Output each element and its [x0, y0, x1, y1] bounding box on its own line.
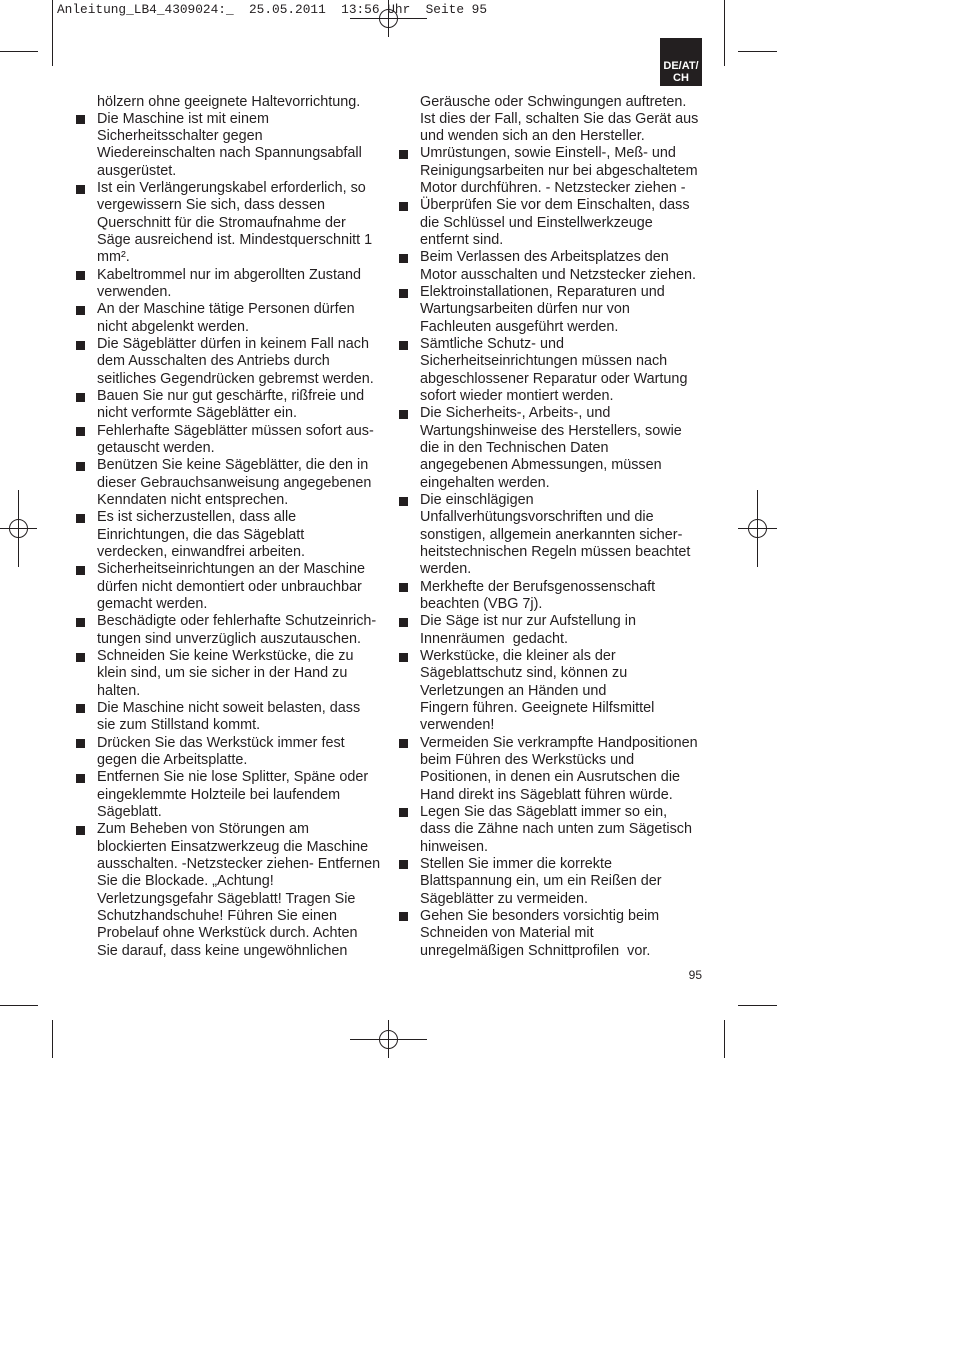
bullet-square-icon: [399, 653, 408, 662]
instruction-item: [75, 700, 395, 735]
instruction-item-continued: [75, 94, 395, 111]
text-line: werden.: [420, 561, 472, 578]
text-line: Geräusche oder Schwingungen auftreten.: [420, 93, 687, 110]
text-line: verwenden.: [97, 284, 172, 301]
language-badge-line: CH: [673, 72, 689, 84]
instruction-item: [75, 769, 395, 821]
text-line: Merkhefte der Berufsgenossenschaft: [420, 578, 656, 595]
text-line: abgeschlossener Reparatur oder Wartung: [420, 370, 688, 387]
text-line: und wenden sich an den Hersteller.: [420, 128, 645, 145]
text-line: dass die Zähne nach unten zum Sägetisch: [420, 821, 692, 838]
text-line: Sie die Blockade. „Achtung!: [97, 873, 274, 890]
instruction-item: [398, 856, 718, 908]
instruction-item: [75, 457, 395, 509]
text-line: Sämtliche Schutz- und: [420, 336, 564, 353]
text-line: Innenräumen gedacht.: [420, 630, 569, 647]
bullet-square-icon: [76, 618, 85, 627]
bullet-square-icon: [76, 185, 85, 194]
text-line: Fingern führen. Geeignete Hilfsmittel: [420, 699, 655, 716]
instruction-item: [398, 804, 718, 856]
bullet-square-icon: [76, 427, 85, 436]
text-line: Motor ausschalten und Netzstecker ziehen.: [420, 266, 696, 283]
text-line: Motor durchführen. - Netzstecker ziehen -: [420, 180, 686, 197]
text-line: Sägeblattschutz sind, können zu: [420, 665, 628, 682]
instruction-item: [75, 180, 395, 267]
instruction-item: [398, 613, 718, 648]
text-line: Sägeblätter zu vermeiden.: [420, 890, 588, 907]
bullet-square-icon: [399, 202, 408, 211]
bullet-square-icon: [76, 739, 85, 748]
text-line: Die Sicherheits-, Arbeits-, und: [420, 405, 611, 422]
text-line: Benützen Sie keine Sägeblätter, die den in: [97, 457, 369, 474]
text-line: Wartungshinweise des Herstellers, sowie: [420, 422, 682, 439]
text-line: seitliches Gegendrücken gebremst werden.: [97, 370, 374, 387]
instruction-item: [75, 735, 395, 770]
registration-mark-bottom: [350, 1020, 427, 1058]
bullet-square-icon: [399, 254, 408, 263]
bullet-square-icon: [76, 462, 85, 471]
instruction-item: [398, 249, 718, 284]
text-line: gemacht werden.: [97, 596, 208, 613]
registration-mark-right: [738, 490, 777, 567]
text-line: Die Sägeblätter dürfen in keinem Fall nach: [97, 336, 369, 353]
text-line: Hand direkt ins Sägeblatt führen würde.: [420, 786, 673, 803]
text-line: Elektroinstallationen, Reparaturen und: [420, 284, 665, 301]
text-line: Schneiden Sie keine Werkstücke, die zu: [97, 648, 354, 664]
text-line: Schneiden von Material mit: [420, 925, 594, 942]
instruction-item: [398, 145, 718, 197]
bullet-square-icon: [399, 618, 408, 627]
text-line: Gehen Sie besonders vorsichtig beim: [420, 907, 660, 924]
bullet-square-icon: [76, 826, 85, 835]
text-line: sonstigen, allgemein anerkannten sicher-: [420, 526, 683, 543]
bullet-square-icon: [399, 808, 408, 817]
text-line: Reinigungsarbeiten nur bei abgeschaltetem: [420, 162, 698, 179]
text-line: nicht verformte Sägeblätter ein.: [97, 405, 297, 422]
text-line: getauscht werden.: [97, 440, 215, 457]
bullet-square-icon: [399, 341, 408, 350]
page-number: 95: [688, 968, 702, 982]
crop-mark-top-right: [725, 0, 778, 66]
bullet-square-icon: [399, 739, 408, 748]
instruction-item: [75, 267, 395, 302]
text-line: Sicherheitsschalter gegen: [97, 128, 263, 145]
text-line: Umrüstungen, sowie Einstell-, Meß- und: [420, 145, 676, 162]
text-line: ausgerüstet.: [97, 162, 177, 179]
bullet-square-icon: [76, 271, 85, 280]
crop-mark-top-left: [0, 0, 53, 66]
print-slug: Anleitung_LB4_4309024:_ 25.05.2011 13:56 Uhr Seite 95: [57, 2, 488, 17]
text-line: Kabeltrommel nur im abgerollten Zustand: [97, 266, 361, 283]
text-line: dieser Gebrauchsanweisung angegebenen: [97, 474, 372, 491]
bullet-square-icon: [76, 566, 85, 575]
text-line: Werkstücke, die kleiner als der: [420, 648, 616, 664]
bullet-square-icon: [76, 514, 85, 523]
text-line: verdecken, einwandfrei arbeiten.: [97, 544, 305, 561]
instruction-item: [398, 336, 718, 405]
text-line: Querschnitt für die Stromaufnahme der: [97, 214, 346, 231]
instruction-item: [398, 284, 718, 336]
text-line: Stellen Sie immer die korrekte: [420, 855, 612, 872]
text-line: Drücken Sie das Werkstück immer fest: [97, 734, 345, 751]
text-line: An der Maschine tätige Personen dürfen: [97, 301, 355, 318]
instruction-item: [398, 197, 718, 249]
text-line: verwenden!: [420, 717, 495, 734]
instruction-item: [75, 613, 395, 648]
text-line: Sägeblatt.: [97, 803, 162, 820]
text-line: Unfallverhütungsvorschriften und die: [420, 509, 654, 526]
bullet-square-icon: [76, 115, 85, 124]
text-line: Ist dies der Fall, schalten Sie das Gerät aus: [420, 110, 699, 127]
text-line: Bauen Sie nur gut geschärfte, rißfreie und: [97, 388, 365, 405]
text-line: beachten (VBG 7j).: [420, 596, 543, 613]
bullet-square-icon: [76, 341, 85, 350]
text-line: Die Maschine ist mit einem: [97, 110, 269, 127]
left-column: [75, 94, 395, 960]
instruction-item: [75, 821, 395, 960]
text-line: Zum Beheben von Störungen am: [97, 821, 309, 838]
registration-mark-left: [0, 490, 37, 567]
text-line: angegebenen Abmessungen, müssen: [420, 457, 662, 474]
text-line: Fachleuten ausgeführt werden.: [420, 318, 619, 335]
instruction-item: [398, 405, 718, 492]
text-line: Es ist sicherzustellen, dass alle: [97, 509, 297, 526]
text-line: Probelauf ohne Werkstück durch. Achten: [97, 925, 358, 942]
instruction-item: [75, 301, 395, 336]
text-line: Positionen, in denen ein Ausrutschen die: [420, 769, 681, 786]
bullet-square-icon: [399, 860, 408, 869]
instruction-item: [75, 561, 395, 613]
instruction-item-continued: [398, 94, 718, 146]
text-line: nicht abgelenkt werden.: [97, 318, 250, 335]
text-line: Überprüfen Sie vor dem Einschalten, dass: [420, 197, 690, 214]
text-line: Wartungsarbeiten dürfen nur von: [420, 301, 630, 318]
language-badge-line: DE/AT/: [663, 60, 699, 72]
text-line: Einrichtungen, die das Sägeblatt: [97, 526, 305, 543]
text-line: Die Maschine nicht soweit belasten, dass: [97, 699, 361, 716]
text-line: Verletzungen an Händen und: [420, 682, 607, 699]
text-line: Verletzungsgefahr Sägeblatt! Tragen Sie: [97, 890, 356, 907]
text-line: dürfen nicht demontiert oder unbrauchbar: [97, 578, 362, 595]
instruction-item: [398, 492, 718, 579]
text-line: klein sind, um sie sicher in der Hand zu: [97, 665, 348, 682]
bullet-square-icon: [76, 306, 85, 315]
text-line: halten.: [97, 682, 141, 699]
text-line: Wiedereinschalten nach Spannungsabfall: [97, 145, 362, 162]
bullet-square-icon: [399, 410, 408, 419]
instruction-item: [75, 509, 395, 561]
text-line: tungen sind unverzüglich auszutauschen.: [97, 630, 362, 647]
text-line: mm².: [97, 249, 130, 266]
text-line: beim Führen des Werkstücks und: [420, 751, 635, 768]
text-line: Vermeiden Sie verkrampfte Handpositionen: [420, 734, 698, 751]
text-line: hinweisen.: [420, 838, 488, 855]
bullet-square-icon: [76, 774, 85, 783]
text-line: dem Ausschalten des Antriebs durch: [97, 353, 330, 370]
language-badge: [660, 38, 702, 86]
text-line: ausschalten. -Netzstecker ziehen- Entfernen: [97, 855, 381, 872]
crop-mark-bottom-right: [725, 1006, 778, 1059]
instruction-item: [75, 388, 395, 423]
text-line: die in den Technischen Daten: [420, 440, 609, 457]
text-line: blockierten Einsatzwerkzeug die Maschine: [97, 838, 369, 855]
text-line: hölzern ohne geeignete Haltevorrichtung.: [97, 93, 361, 110]
text-line: sofort wieder montiert werden.: [420, 388, 614, 405]
text-line: Sicherheitseinrichtungen müssen nach: [420, 353, 668, 370]
text-line: eingehalten werden.: [420, 474, 550, 491]
bullet-square-icon: [76, 653, 85, 662]
text-line: Blattspannung ein, um ein Reißen der: [420, 873, 662, 890]
text-line: gegen die Arbeitsplatte.: [97, 751, 248, 768]
text-line: Beschädigte oder fehlerhafte Schutzeinrich-: [97, 613, 377, 630]
text-line: Kenndaten nicht entsprechen.: [97, 492, 289, 509]
instruction-item: [75, 423, 395, 458]
bullet-square-icon: [76, 393, 85, 402]
instruction-item: [398, 648, 718, 735]
text-line: Ist ein Verlängerungskabel erforderlich, so: [97, 180, 366, 197]
text-line: Legen Sie das Sägeblatt immer so ein,: [420, 803, 668, 820]
instruction-item: [75, 648, 395, 700]
text-line: Fehlerhafte Sägeblätter müssen sofort aus-: [97, 422, 374, 439]
instruction-item: [398, 579, 718, 614]
instruction-item: [75, 111, 395, 180]
text-line: Säge ausreichend ist. Mindestquerschnitt 1: [97, 232, 373, 249]
text-line: Entfernen Sie nie lose Splitter, Späne oder: [97, 769, 369, 786]
text-line: die Schlüssel und Einstellwerkzeuge: [420, 214, 653, 231]
bullet-square-icon: [399, 583, 408, 592]
text-line: Beim Verlassen des Arbeitsplatzes den: [420, 249, 669, 266]
bullet-square-icon: [399, 497, 408, 506]
instruction-item: [75, 336, 395, 388]
text-line: sie zum Stillstand kommt.: [97, 717, 261, 734]
text-line: heitstechnischen Regeln müssen beachtet: [420, 544, 691, 561]
text-line: Schutzhandschuhe! Führen Sie einen: [97, 907, 338, 924]
bullet-square-icon: [399, 289, 408, 298]
right-column: [398, 94, 718, 960]
text-line: vergewissern Sie sich, dass dessen: [97, 197, 325, 214]
bullet-square-icon: [399, 912, 408, 921]
instruction-item: [398, 908, 718, 960]
text-line: entfernt sind.: [420, 232, 504, 249]
bullet-square-icon: [76, 704, 85, 713]
text-line: eingeklemmte Holzteile bei laufendem: [97, 786, 341, 803]
bullet-square-icon: [399, 150, 408, 159]
text-line: Die Säge ist nur zur Aufstellung in: [420, 613, 636, 630]
text-line: Sicherheitseinrichtungen an der Maschine: [97, 561, 365, 578]
text-line: Die einschlägigen: [420, 492, 534, 509]
text-line: unregelmäßigen Schnittprofilen vor.: [420, 942, 651, 959]
instruction-item: [398, 735, 718, 804]
crop-mark-bottom-left: [0, 1006, 53, 1059]
text-line: Sie darauf, dass keine ungewöhnlichen: [97, 942, 348, 959]
